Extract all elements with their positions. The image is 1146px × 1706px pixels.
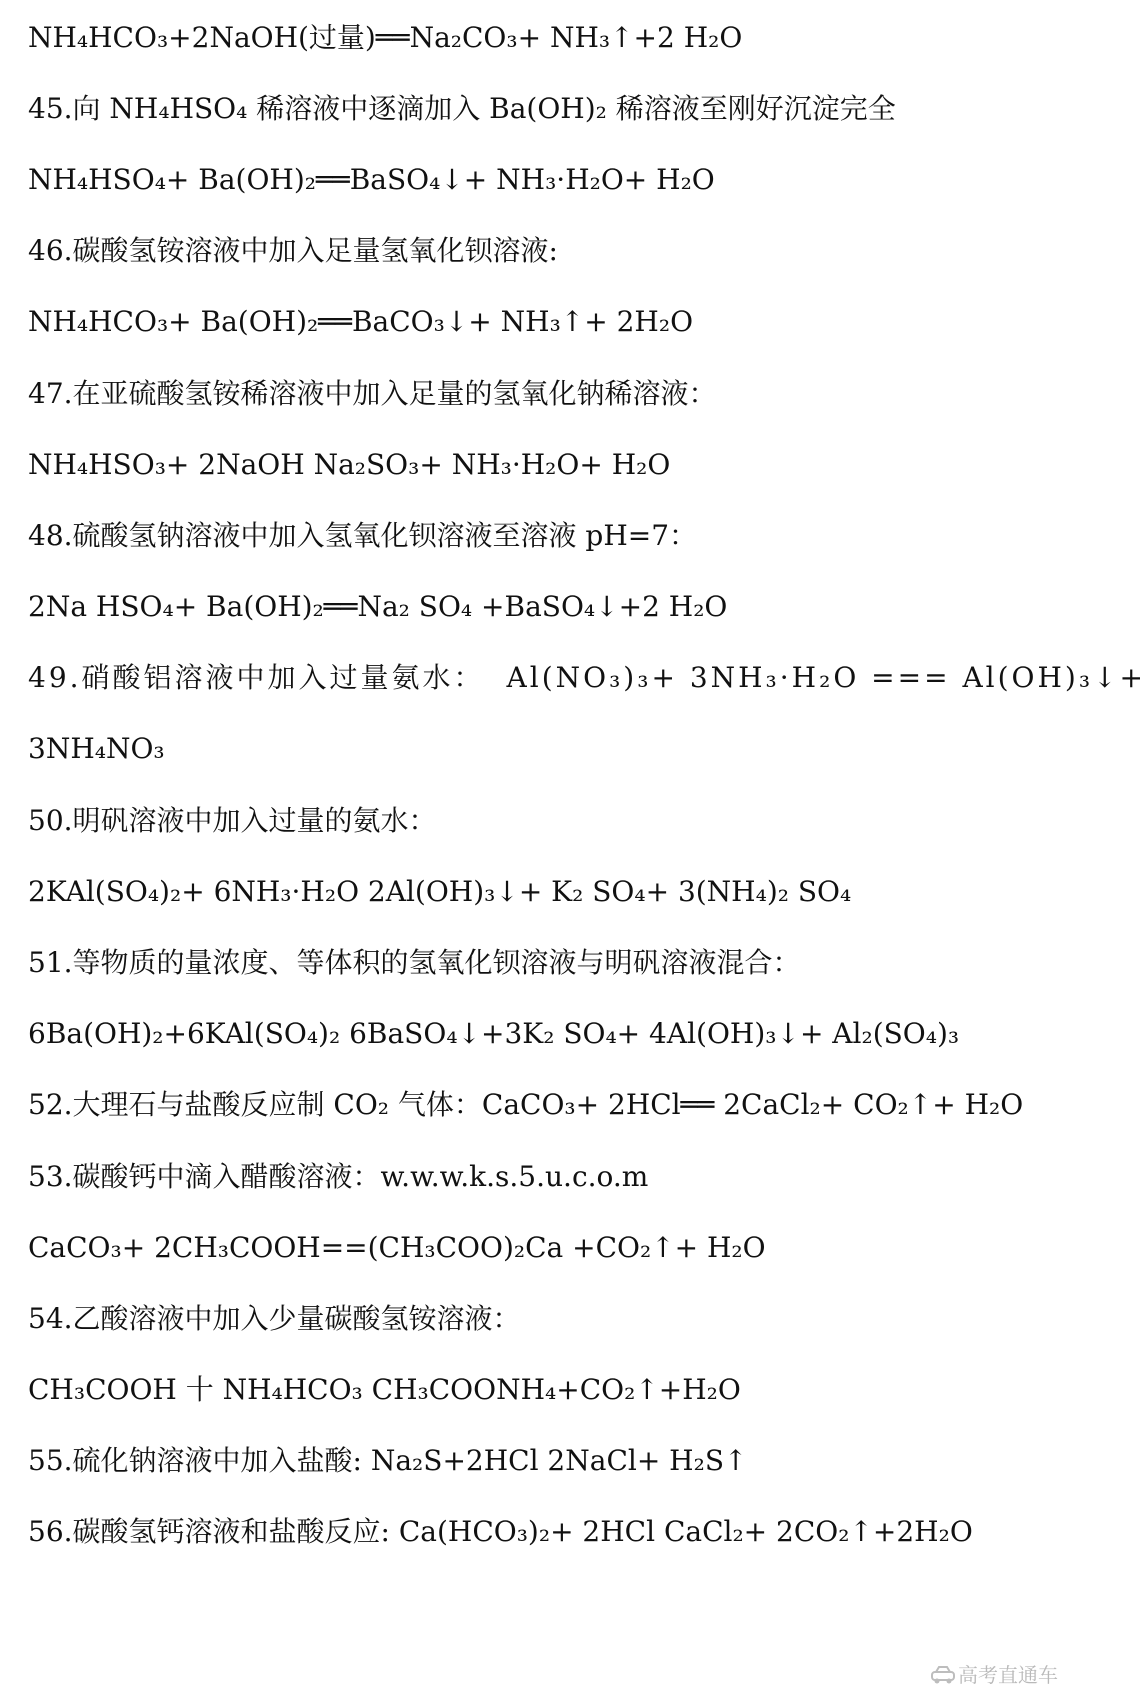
watermark <box>930 1662 1058 1688</box>
question-51: 51.等物质的量浓度、等体积的氢氧化钡溶液与明矾溶液混合： <box>28 946 801 979</box>
question-45: 45.向 NH₄HSO₄ 稀溶液中逐滴加入 Ba(OH)₂ 稀溶液至刚好沉淀完全 <box>28 92 896 125</box>
equation-line-48: 2Na HSO₄+ Ba(OH)₂══Na₂ SO₄ +BaSO₄↓+2 H₂O <box>28 590 728 623</box>
question-49-label: 49.硝酸铝溶液中加入过量氨水： <box>28 661 485 694</box>
question-50: 50.明矾溶液中加入过量的氨水： <box>28 804 437 837</box>
equation-line-45: NH₄HSO₄+ Ba(OH)₂══BaSO₄↓+ NH₃·H₂O+ H₂O <box>28 163 715 196</box>
equation-line-50: 2KAl(SO₄)₂+ 6NH₃·H₂O 2Al(OH)₃↓+ K₂ SO₄+ 3(NH₄)₂ SO₄ <box>28 875 852 908</box>
equation-line-44: NH₄HCO₃+2NaOH(过量)══Na₂CO₃+ NH₃↑+2 H₂O <box>28 21 743 54</box>
question-55: 55.硫化钠溶液中加入盐酸: Na₂S+2HCl 2NaCl+ H₂S↑ <box>28 1444 748 1477</box>
question-53: 53.碳酸钙中滴入醋酸溶液：w.w.w.k.s.5.u.c.o.m <box>28 1160 649 1193</box>
question-47: 47.在亚硫酸氢铵稀溶液中加入足量的氢氧化钠稀溶液： <box>28 377 717 410</box>
question-56: 56.碳酸氢钙溶液和盐酸反应: Ca(HCO₃)₂+ 2HCl CaCl₂+ 2CO₂↑+2H₂O <box>28 1515 973 1548</box>
question-46: 46.碳酸氢铵溶液中加入足量氢氧化钡溶液: <box>28 234 558 267</box>
watermark-text: 高考直通车 <box>958 1663 1058 1687</box>
equation-line-49: Al(NO₃)₃+ 3NH₃·H₂O === Al(OH)₃↓+ <box>506 661 1146 694</box>
question-48: 48.硫酸氢钠溶液中加入氢氧化钡溶液至溶液 pH=7： <box>28 519 698 552</box>
equation-line-46: NH₄HCO₃+ Ba(OH)₂══BaCO₃↓+ NH₃↑+ 2H₂O <box>28 305 694 338</box>
car-logo-icon <box>930 1665 956 1685</box>
equation-line-51: 6Ba(OH)₂+6KAl(SO₄)₂ 6BaSO₄↓+3K₂ SO₄+ 4Al(OH)₃↓+ Al₂(SO₄)₃ <box>28 1017 960 1050</box>
equation-line-54: CH₃COOH 十 NH₄HCO₃ CH₃COONH₄+CO₂↑+H₂O <box>28 1373 741 1406</box>
question-49 <box>28 658 1146 698</box>
equation-line-47: NH₄HSO₃+ 2NaOH Na₂SO₃+ NH₃·H₂O+ H₂O <box>28 448 671 481</box>
equation-line-49-continued: 3NH₄NO₃ <box>28 732 165 765</box>
equation-line-53: CaCO₃+ 2CH₃COOH==(CH₃COO)₂Ca +CO₂↑+ H₂O <box>28 1231 766 1264</box>
question-52: 52.大理石与盐酸反应制 CO₂ 气体：CaCO₃+ 2HCl══ 2CaCl₂+ CO₂↑+ H₂O <box>28 1088 1024 1121</box>
question-54: 54.乙酸溶液中加入少量碳酸氢铵溶液： <box>28 1302 521 1335</box>
